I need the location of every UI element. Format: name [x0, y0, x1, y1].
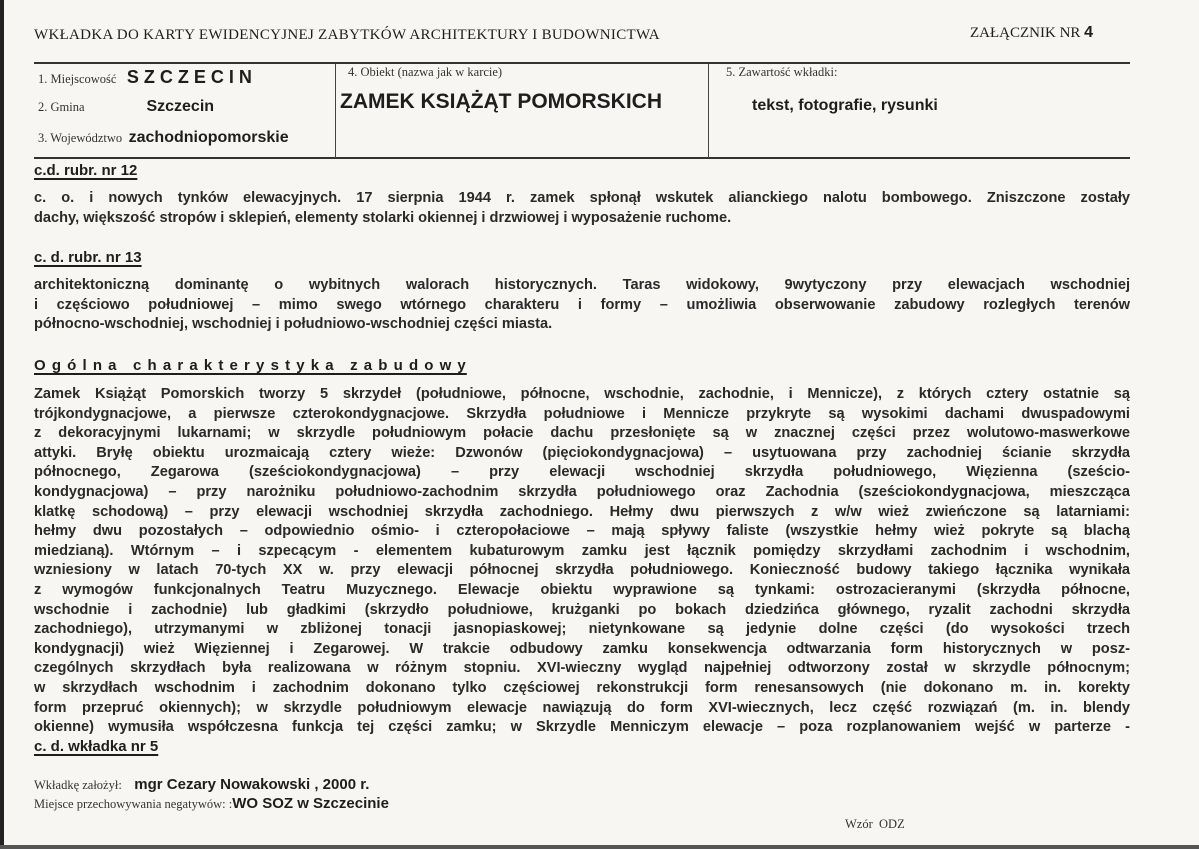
text-line: Zamek Książąt Pomorskich tworzy 5 skrzydeł (południowe, północne, wschodnie, zachodnie, i Mennicze), z których cztery ostatnie są	[34, 386, 1130, 402]
negatives-label: Miejsce przechowywania negatywów: :	[34, 797, 233, 811]
table-top-rule	[34, 62, 1130, 64]
attachment-value: 4	[1084, 24, 1094, 41]
scan-edge-bottom	[0, 845, 1199, 849]
field-value: zachodniopomorskie	[128, 129, 289, 146]
text-line: kondygnacjowa) – przy narożniku południowo-zachodnim skrzydła południowego oraz Zachodnia (sześciokondygnacjowa, mieszcząca	[34, 483, 1130, 500]
field-label: 3. Województwo	[38, 131, 123, 145]
author-label: Wkładkę założył:	[34, 778, 122, 792]
table-bottom-rule	[34, 157, 1130, 159]
column-divider	[335, 64, 336, 158]
text-line: klatkę schodową) – przy elewacji wschodniej skrzydła zachodniego. Hełmy dwu pierwszych z w/w wież zwieńczone są latarniami:	[34, 503, 1130, 520]
text-line: hełmy dwu pozostałych – odpowiednio ośmio- i czteropołaciowe – mają spływy faliste (wszystkie hełmy wież pokryte są blachą	[34, 523, 1130, 540]
section-12-text	[34, 189, 1130, 228]
text-line: trójkondygnacjowe, a pierwsze czterokondygnacjowe. Skrzydła południowe i Mennicze przykryte są wysokimi dachami dwuspadowymi	[34, 405, 1130, 422]
attachment-number	[970, 24, 1093, 42]
field-commune	[38, 98, 214, 116]
section-heading-12: c.d. rubr. nr 12	[34, 162, 138, 179]
text-line: z dekoracyjnymi lukarnami; w skrzydle południowym połacie dachu przesłonięte są w znacznej części przez wolutowo-maswerkowe	[34, 425, 1130, 442]
text-line: attyki. Bryłę obiektu urozmaicają cztery wieże: Dzwonów (pięciokondygnacjowa) – usytuowana przy zachodniej ścianie skrzydła	[34, 444, 1130, 461]
field-locality	[38, 67, 252, 88]
section-heading-general: O g ó l n a c h a r a k t e r y s t y k a z a b u d o w y	[34, 357, 467, 374]
text-line: czególnych skrzydłach była realizowana w różnym stopniu. XVI-wieczny wygląd najpełniej odtworzony został w skrzydle północnym;	[34, 660, 1130, 677]
negatives-row	[34, 795, 389, 813]
contents-value: tekst, fotografie, rysunki	[752, 97, 938, 114]
text-line: i częściowo południowej – mimo swego wtórnego charakteru i formy – umożliwia obserwowanie zabudowy rozległych terenów	[34, 296, 1130, 313]
general-description	[34, 385, 1130, 738]
field-label: 2. Gmina	[38, 100, 85, 114]
text-line: wschodnie i zachodnie) lub gładkimi (skrzydło południowe, krużganki po bokach dziedzińca głównego, ryzalit zachodni skrzydła	[34, 601, 1130, 618]
section-heading-13: c. d. rubr. nr 13	[34, 249, 142, 266]
section-13-text	[34, 276, 1130, 335]
text-line: w skrzydłach wschodnim i zachodnim dokonano tylko częściowej rekonstrukcji form renesansowych (nie dokonano m. in. korekty	[34, 679, 1130, 696]
object-name: ZAMEK KSIĄŻĄT POMORSKICH	[340, 90, 662, 113]
field-label: 4. Obiekt (nazwa jak w karcie)	[348, 65, 503, 79]
document-title: WKŁADKA DO KARTY EWIDENCYJNEJ ZABYTKÓW ARCHITEKTURY I BUDOWNICTWA	[34, 27, 660, 43]
text-line: dachy, większość stropów i sklepień, elementy stolarki okiennej i drzwiowej i wyposażenie ruchome.	[34, 209, 732, 226]
text-line: form przepruć okiennych); w skrzydle południowym elewacje nawiązują do form XVI-wiecznych, lecz część rozwiązań (m. in. blendy	[34, 699, 1130, 716]
negatives-value: WO SOZ w Szczecinie	[232, 795, 389, 812]
field-voivodeship	[38, 129, 289, 147]
template-mark: Wzór ODZ	[845, 817, 905, 831]
text-line: północno-wschodniej, wschodniej i południowo-wschodniej części miasta.	[34, 316, 553, 333]
text-line: północnego, Zegarowa (sześciokondygnacjowa) – przy elewacji wschodniej skrzydła południowego, Więzienna (sześcio-	[34, 464, 1130, 481]
field-label: 5. Zawartość wkładki:	[726, 65, 838, 79]
text-line: okienne) wymusiła współczesna funkcja tej części zamku; w Skrzydle Menniczym elewacje – poza rozplanowaniem wejść w parterze -	[34, 719, 1130, 736]
field-value: Szczecin	[146, 98, 215, 115]
author-row	[34, 776, 369, 794]
text-line: kondygnacji) wież Więziennej i Zegarowej. W trakcie odbudowy zamku konsekwencja odtwarzania form historycznych w posz-	[34, 640, 1130, 657]
field-label: 1. Miejscowość	[38, 72, 117, 86]
text-line: miedzianą). Wtórnym – i szpecącym - elementem kubaturowym zamku jest łącznik pomiędzy skrzydłami zachodnim i wschodnim,	[34, 542, 1130, 559]
text-line: architektoniczną dominantę o wybitnych walorach historycznych. Taras widokowy, 9wytyczony przy elewacjach wschodniej	[34, 277, 1130, 293]
text-line: zachodniego), utrzymanymi w zbliżonej tonacji jasnopiaskowej; nietynkowane są jedynie dolne części (do wysokości trzech	[34, 621, 1130, 638]
author-value: mgr Cezary Nowakowski , 2000 r.	[134, 776, 370, 793]
text-line: c. o. i nowych tynków elewacyjnych. 17 sierpnia 1944 r. zamek spłonął wskutek alianckiego nalotu bombowego. Zniszczone zostały	[34, 190, 1130, 206]
text-line: wzniesiony w latach 70-tych XX w. przy elewacji północnej skrzydła południowego. Konieczność budowy takiego łącznika wynikała	[34, 562, 1130, 579]
text-line: z wymogów funkcjonalnych Teatru Muzycznego. Elewacje obiektu wyprawione są tynkami: ostrozacieranymi (skrzydła północne,	[34, 581, 1130, 598]
scan-edge	[0, 0, 4, 849]
field-value: S Z C Z E C I N	[126, 67, 252, 87]
column-divider	[708, 64, 709, 158]
attachment-label: ZAŁĄCZNIK NR	[970, 25, 1081, 41]
continuation-link: c. d. wkładka nr 5	[34, 738, 159, 755]
